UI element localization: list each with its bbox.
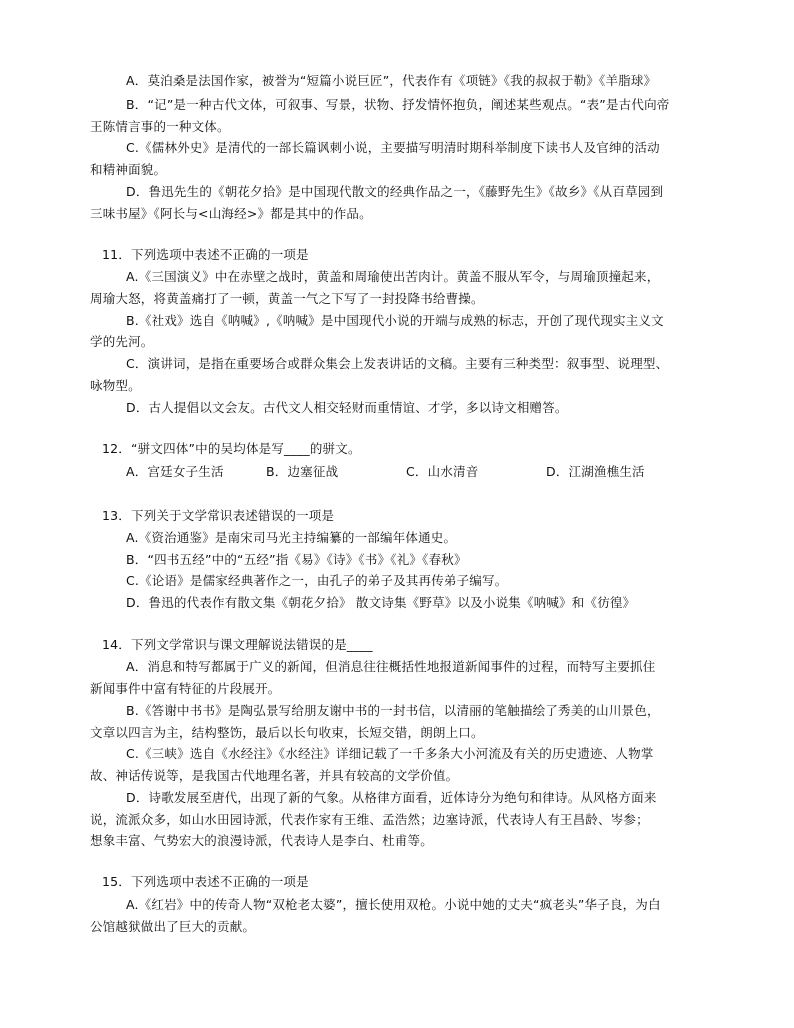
q14-option-d-cont-2: 想象丰富、气势宏大的浪漫诗派，代表诗人是李白、杜甫等。 (90, 833, 433, 848)
q14-stem: 14．下列文学常识与课文理解说法错误的是____ (102, 637, 373, 652)
q15-option-a-cont: 公馆越狱做出了巨大的贡献。 (90, 919, 256, 934)
q11-stem: 11．下列选项中表述不正确的一项是 (102, 247, 309, 262)
q14-option-b: B.《答谢中书书》是陶弘景写给朋友谢中书的一封书信，以清丽的笔触描绘了秀美的山川景色， (126, 703, 660, 718)
q10-option-d: D．鲁迅先生的《朝花夕拾》是中国现代散文的经典作品之一，《藤野先生》《故乡》《从百草园到 (126, 184, 664, 199)
q11-option-b: B.《社戏》选自《呐喊》,《呐喊》是中国现代小说的开端与成熟的标志，开创了现代现实主义文 (126, 313, 664, 328)
q11-option-d: D．古人提倡以文会友。古代文人相交轻财而重情谊、才学，多以诗文相赠答。 (126, 400, 568, 415)
q15-stem: 15．下列选项中表述不正确的一项是 (102, 874, 309, 889)
q13-option-a: A.《资治通鉴》是南宋司马光主持编纂的一部编年体通史。 (126, 530, 457, 545)
q11-option-c-cont: 咏物型。 (90, 378, 141, 393)
q14-option-d: D．诗歌发展至唐代，出现了新的气象。从格律方面看，近体诗分为绝句和律诗。从风格方面来 (126, 790, 657, 805)
q13-stem: 13．下列关于文学常识表述错误的一项是 (102, 508, 335, 523)
q15-option-a: A.《红岩》中的传奇人物“双枪老太婆”，擅长使用双枪。小说中她的丈夫“疯老头”华子良，为白 (126, 897, 661, 912)
q14-option-b-cont: 文章以四言为主，结构整饬，最后以长句收束，长短交错，朗朗上口。 (90, 725, 484, 740)
q14-option-c: C.《三峡》选自《水经注》《水经注》详细记载了一千多条大小河流及有关的历史遗迹、人物掌 (126, 746, 654, 761)
q11-option-a: A.《三国演义》中在赤壁之战时，黄盖和周瑜使出苦肉计。黄盖不服从军令，与周瑜顶撞起来， (126, 269, 660, 284)
q12-option-b: B．边塞征战 (266, 464, 339, 479)
q11-option-b-cont: 学的先河。 (90, 334, 154, 349)
q13-option-d: D．鲁迅的代表作有散文集《朝花夕拾》 散文诗集《野草》以及小说集《呐喊》和《彷徨》 (126, 595, 636, 610)
q10-option-d-cont: 三味书屋》《阿长与<山海经>》都是其中的作品。 (90, 206, 372, 221)
q14-option-a: A．消息和特写都属于广义的新闻，但消息往往概括性地报道新闻事件的过程，而特写主要抓住 (126, 659, 656, 674)
q11-option-c: C．演讲词，是指在重要场合或群众集会上发表讲话的文稿。主要有三种类型：叙事型、说理型、 (126, 356, 669, 371)
q12-stem: 12．“骈文四体”中的吴均体是写____的骈文。 (102, 441, 361, 456)
q10-option-c: C.《儒林外史》是清代的一部长篇讽刺小说，主要描写明清时期科举制度下读书人及官绅的活动 (126, 140, 660, 155)
q13-option-b: B．“四书五经”中的“五经”指《易》《诗》《书》《礼》《春秋》 (126, 552, 467, 567)
q12-option-d: D．江湖渔樵生活 (546, 464, 645, 479)
q11-option-a-cont: 周瑜大怒，将黄盖痛打了一顿，黄盖一气之下写了一封投降书给曹操。 (90, 291, 484, 306)
q12-option-c: C．山水清音 (406, 464, 479, 479)
q14-option-c-cont: 故、神话传说等，是我国古代地理名著，并具有较高的文学价值。 (90, 768, 459, 783)
q14-option-d-cont-1: 说，流派众多，如山水田园诗派，代表作家有王维、孟浩然；边塞诗派，代表诗人有王昌龄、岑参； (90, 812, 649, 827)
q10-option-b-cont: 王陈情言事的一种文体。 (90, 119, 230, 134)
q10-option-a: A．莫泊桑是法国作家，被誉为“短篇小说巨匠”，代表作有《项链》《我的叔叔于勒》《羊脂球》 (126, 73, 657, 88)
q13-option-c: C.《论语》是儒家经典著作之一，由孔子的弟子及其再传弟子编写。 (126, 573, 508, 588)
q10-option-b: B．“记”是一种古代文体，可叙事、写景，状物、抒发情怀抱负，阐述某些观点。“表”是古代向帝 (126, 97, 670, 112)
q14-option-a-cont: 新闻事件中富有特征的片段展开。 (90, 681, 281, 696)
q10-option-c-cont: 和精神面貌。 (90, 162, 167, 177)
q12-option-a: A．宫廷女子生活 (126, 464, 224, 479)
